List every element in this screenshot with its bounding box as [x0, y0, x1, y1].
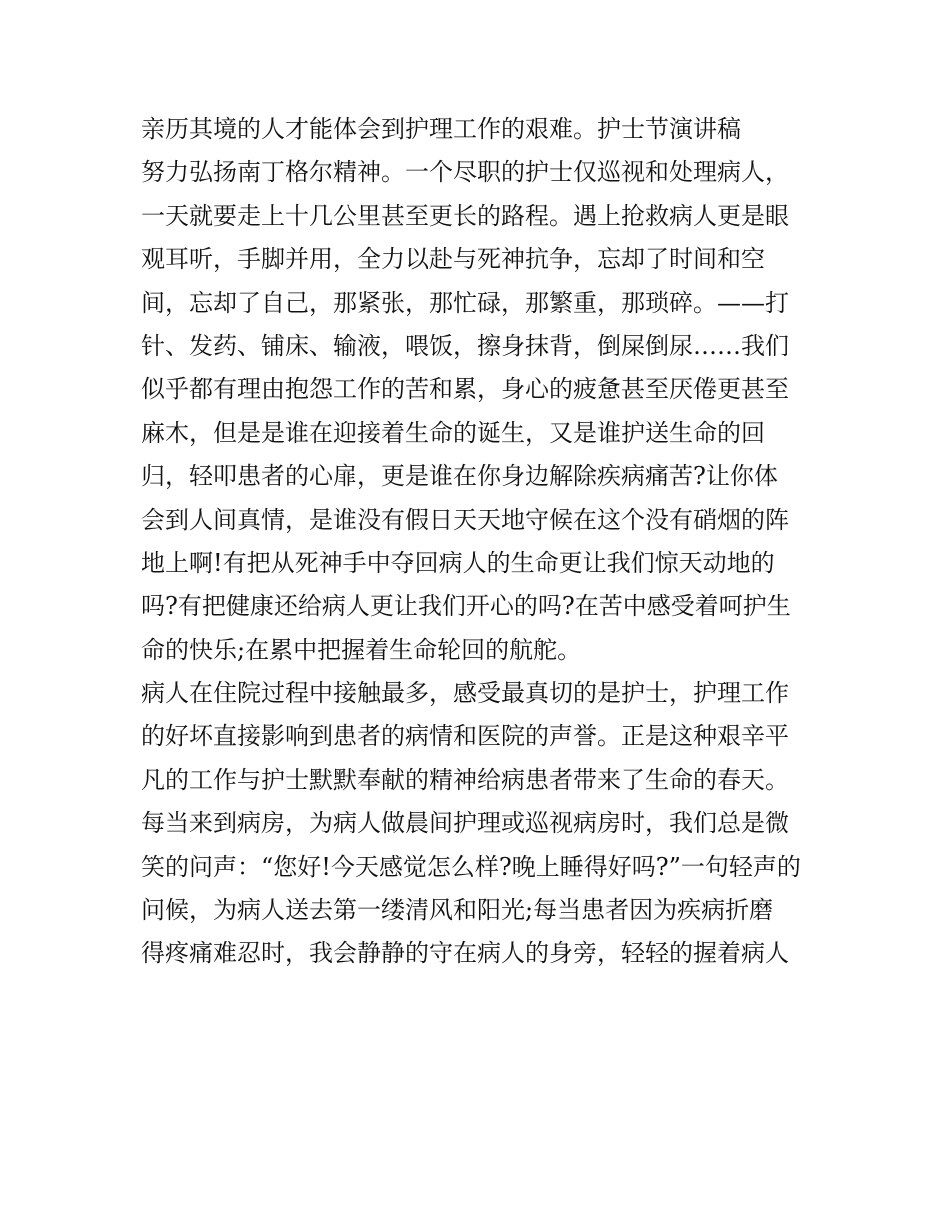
body-text	[141, 108, 821, 976]
text-line-4: 观耳听，手脚并用，全力以赴与死神抗争，忘却了时间和空	[141, 245, 765, 274]
text-line-13: 命的快乐;在累中把握着生命轮回的航舵。	[141, 635, 582, 664]
text-line-2: 努力弘扬南丁格尔精神。一个尽职的护士仅巡视和处理病人，	[141, 158, 789, 187]
text-line-3: 一天就要走上十几公里甚至更长的路程。遇上抢救病人更是眼	[141, 201, 789, 230]
text-line-8: 麻木，但是是谁在迎接着生命的诞生，又是谁护送生命的回	[141, 418, 765, 447]
text-line-15: 的好坏直接影响到患者的病情和医院的声誉。正是这种艰辛平	[141, 722, 789, 751]
text-line-10: 会到人间真情，是谁没有假日天天地守候在这个没有硝烟的阵	[141, 505, 789, 534]
text-line-17: 每当来到病房，为病人做晨间护理或巡视病房时，我们总是微	[141, 809, 789, 838]
text-line-18: 笑的问声：“您好!今天感觉怎么样?晚上睡得好吗?”一句轻声的	[141, 852, 801, 881]
text-line-14: 病人在住院过程中接触最多，感受最真切的是护士，护理工作	[141, 679, 789, 708]
text-line-12: 吗?有把健康还给病人更让我们开心的吗?在苦中感受着呵护生	[141, 592, 791, 621]
text-line-20: 得疼痛难忍时，我会静静的守在病人的身旁，轻轻的握着病人	[141, 939, 789, 968]
text-line-19: 问候，为病人送去第一缕清风和阳光;每当患者因为疾病折磨	[141, 896, 774, 925]
text-line-16: 凡的工作与护士默默奉献的精神给病患者带来了生命的春天。	[141, 765, 789, 794]
text-line-9: 归，轻叩患者的心扉，更是谁在你身边解除疾病痛苦?让你体	[141, 462, 778, 491]
text-line-5: 间，忘却了自己，那紧张，那忙碌，那繁重，那琐碎。——打	[141, 288, 789, 317]
text-line-1: 亲历其境的人才能体会到护理工作的艰难。护士节演讲稿	[141, 115, 741, 143]
text-line-6: 针、发药、铺床、输液，喂饭，擦身抹背，倒屎倒尿……我们	[141, 331, 789, 360]
text-line-7: 似乎都有理由抱怨工作的苦和累，身心的疲惫甚至厌倦更甚至	[141, 375, 789, 404]
text-line-11: 地上啊!有把从死神手中夺回病人的生命更让我们惊天动地的	[141, 548, 775, 577]
